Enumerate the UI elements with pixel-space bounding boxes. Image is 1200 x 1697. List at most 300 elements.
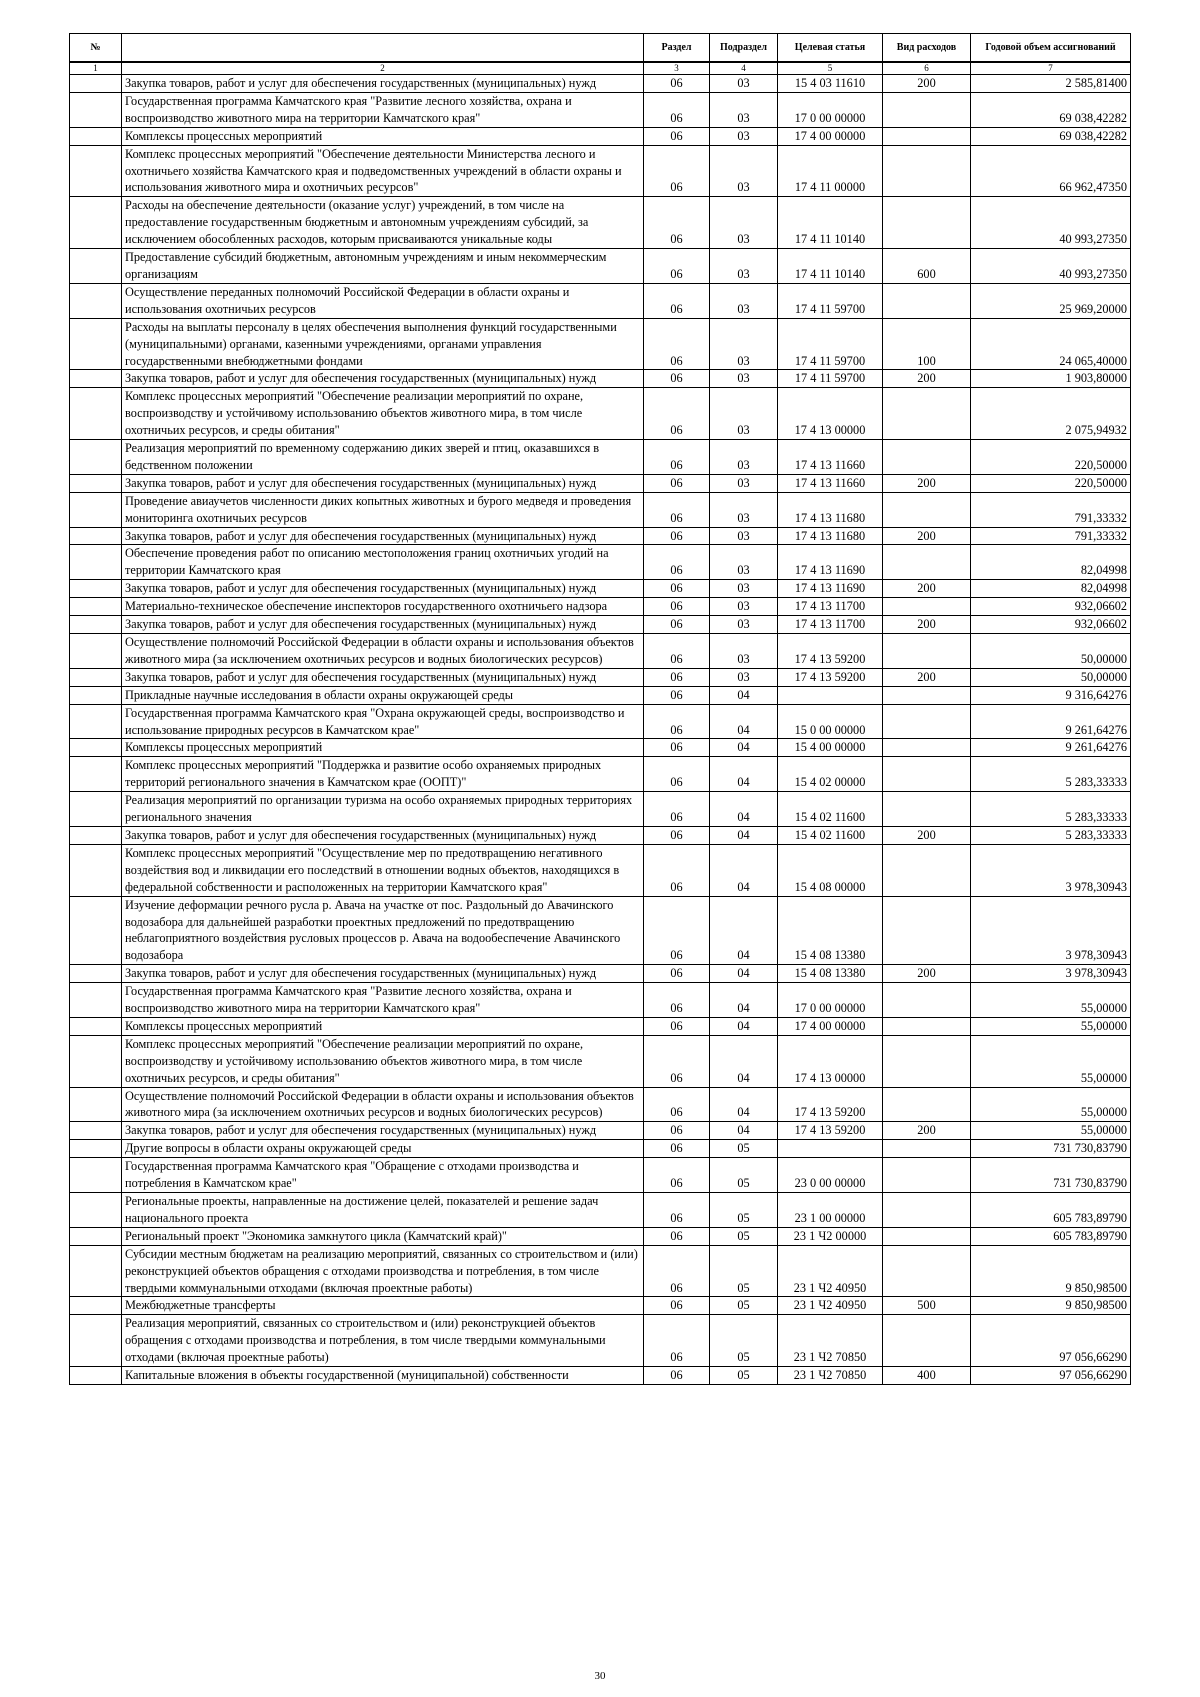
row-expense-type-cell: 200 <box>883 75 971 93</box>
row-number-cell <box>70 1367 122 1385</box>
row-podrazdel-cell: 03 <box>710 474 778 492</box>
table-row <box>70 127 1131 145</box>
table-row <box>70 527 1131 545</box>
row-number-cell <box>70 1315 122 1367</box>
column-number: 2 <box>122 62 644 75</box>
table-row <box>70 1367 1131 1385</box>
row-target-article-cell: 17 4 00 00000 <box>778 1017 883 1035</box>
row-razdel-cell: 06 <box>644 92 710 127</box>
table-row <box>70 1245 1131 1297</box>
row-amount-cell: 82,04998 <box>971 580 1131 598</box>
row-razdel-cell: 06 <box>644 792 710 827</box>
row-name-cell: Капитальные вложения в объекты государственной (муниципальной) собственности <box>122 1367 644 1385</box>
row-razdel-cell: 06 <box>644 704 710 739</box>
row-name-cell: Другие вопросы в области охраны окружающей среды <box>122 1140 644 1158</box>
table-row <box>70 1087 1131 1122</box>
row-number-cell <box>70 616 122 634</box>
row-razdel-cell: 06 <box>644 318 710 370</box>
row-podrazdel-cell: 04 <box>710 896 778 965</box>
row-target-article-cell: 23 1 Ч2 70850 <box>778 1315 883 1367</box>
row-podrazdel-cell: 04 <box>710 1122 778 1140</box>
table-row <box>70 757 1131 792</box>
row-expense-type-cell <box>883 844 971 896</box>
row-amount-cell: 605 783,89790 <box>971 1193 1131 1228</box>
row-number-cell <box>70 474 122 492</box>
row-target-article-cell: 15 4 02 00000 <box>778 757 883 792</box>
row-expense-type-cell <box>883 492 971 527</box>
table-row <box>70 370 1131 388</box>
row-amount-cell: 2 075,94932 <box>971 388 1131 440</box>
row-amount-cell: 731 730,83790 <box>971 1158 1131 1193</box>
row-number-cell <box>70 1297 122 1315</box>
row-target-article-cell: 17 4 13 59200 <box>778 668 883 686</box>
row-name-cell: Государственная программа Камчатского края "Обращение с отходами производства и потребления в Камчатском крае" <box>122 1158 644 1193</box>
row-name-cell: Закупка товаров, работ и услуг для обеспечения государственных (муниципальных) нужд <box>122 826 644 844</box>
row-podrazdel-cell: 03 <box>710 249 778 284</box>
row-target-article-cell: 23 1 Ч2 40950 <box>778 1245 883 1297</box>
row-expense-type-cell <box>883 92 971 127</box>
table-row <box>70 704 1131 739</box>
row-target-article-cell: 15 4 00 00000 <box>778 739 883 757</box>
row-expense-type-cell <box>883 197 971 249</box>
row-target-article-cell: 15 4 08 13380 <box>778 965 883 983</box>
row-name-cell: Закупка товаров, работ и услуг для обеспечения государственных (муниципальных) нужд <box>122 580 644 598</box>
row-number-cell <box>70 92 122 127</box>
table-row <box>70 440 1131 475</box>
row-podrazdel-cell: 03 <box>710 527 778 545</box>
row-razdel-cell: 06 <box>644 634 710 669</box>
row-number-cell <box>70 1035 122 1087</box>
row-name-cell: Осуществление переданных полномочий Российской Федерации в области охраны и использования охотничьих ресурсов <box>122 283 644 318</box>
row-razdel-cell: 06 <box>644 1035 710 1087</box>
row-razdel-cell: 06 <box>644 474 710 492</box>
row-podrazdel-cell: 04 <box>710 965 778 983</box>
table-row <box>70 739 1131 757</box>
row-razdel-cell: 06 <box>644 1367 710 1385</box>
row-target-article-cell: 17 4 11 59700 <box>778 283 883 318</box>
row-expense-type-cell <box>883 1158 971 1193</box>
row-amount-cell: 2 585,81400 <box>971 75 1131 93</box>
row-expense-type-cell <box>883 896 971 965</box>
row-amount-cell: 55,00000 <box>971 983 1131 1018</box>
column-number: 5 <box>778 62 883 75</box>
row-amount-cell: 9 261,64276 <box>971 739 1131 757</box>
header-number: № <box>70 34 122 63</box>
row-expense-type-cell: 200 <box>883 1122 971 1140</box>
row-target-article-cell: 15 4 02 11600 <box>778 826 883 844</box>
row-number-cell <box>70 686 122 704</box>
row-name-cell: Осуществление полномочий Российской Федерации в области охраны и использования объектов животного мира (за исключением охотничьих ресурсов и водных биологических ресурсов) <box>122 634 644 669</box>
row-razdel-cell: 06 <box>644 983 710 1018</box>
row-number-cell <box>70 757 122 792</box>
table-row <box>70 1122 1131 1140</box>
row-amount-cell: 55,00000 <box>971 1122 1131 1140</box>
row-number-cell <box>70 739 122 757</box>
header-razdel: Раздел <box>644 34 710 63</box>
row-podrazdel-cell: 04 <box>710 826 778 844</box>
table-row <box>70 598 1131 616</box>
row-podrazdel-cell: 05 <box>710 1193 778 1228</box>
row-amount-cell: 97 056,66290 <box>971 1315 1131 1367</box>
row-razdel-cell: 06 <box>644 686 710 704</box>
row-number-cell <box>70 1193 122 1228</box>
row-razdel-cell: 06 <box>644 1227 710 1245</box>
row-amount-cell: 1 903,80000 <box>971 370 1131 388</box>
row-razdel-cell: 06 <box>644 739 710 757</box>
row-expense-type-cell: 200 <box>883 826 971 844</box>
row-amount-cell: 9 316,64276 <box>971 686 1131 704</box>
row-expense-type-cell: 200 <box>883 965 971 983</box>
row-razdel-cell: 06 <box>644 1122 710 1140</box>
row-number-cell <box>70 634 122 669</box>
row-podrazdel-cell: 03 <box>710 75 778 93</box>
row-razdel-cell: 06 <box>644 145 710 197</box>
row-number-cell <box>70 145 122 197</box>
row-amount-cell: 3 978,30943 <box>971 965 1131 983</box>
row-name-cell: Реализация мероприятий, связанных со строительством и (или) реконструкцией объектов обращения с отходами производства и потребления, в том числе твердыми коммунальными отходами (включая проектные работы) <box>122 1315 644 1367</box>
row-name-cell: Субсидии местным бюджетам на реализацию мероприятий, связанных со строительством и (или) реконструкцией объектов обращения с отходами производства и потребления, в том числе твердыми коммунальными отходами (включая проектные работы) <box>122 1245 644 1297</box>
row-number-cell <box>70 1140 122 1158</box>
row-target-article-cell: 23 1 Ч2 70850 <box>778 1367 883 1385</box>
row-name-cell: Межбюджетные трансферты <box>122 1297 644 1315</box>
row-podrazdel-cell: 03 <box>710 92 778 127</box>
row-podrazdel-cell: 04 <box>710 983 778 1018</box>
table-row <box>70 826 1131 844</box>
row-name-cell: Государственная программа Камчатского края "Развитие лесного хозяйства, охрана и воспроизводство животного мира на территории Камчатского края" <box>122 92 644 127</box>
row-podrazdel-cell: 04 <box>710 739 778 757</box>
row-name-cell: Закупка товаров, работ и услуг для обеспечения государственных (муниципальных) нужд <box>122 965 644 983</box>
row-name-cell: Комплексы процессных мероприятий <box>122 1017 644 1035</box>
row-number-cell <box>70 704 122 739</box>
row-target-article-cell: 17 4 13 11660 <box>778 440 883 475</box>
row-target-article-cell: 15 4 02 11600 <box>778 792 883 827</box>
row-target-article-cell: 17 4 11 59700 <box>778 318 883 370</box>
row-number-cell <box>70 965 122 983</box>
row-target-article-cell: 15 4 08 13380 <box>778 896 883 965</box>
header-target-article: Целевая статья <box>778 34 883 63</box>
row-podrazdel-cell: 03 <box>710 545 778 580</box>
row-amount-cell: 9 850,98500 <box>971 1245 1131 1297</box>
row-number-cell <box>70 127 122 145</box>
row-number-cell <box>70 1245 122 1297</box>
table-row <box>70 75 1131 93</box>
header-name <box>122 34 644 63</box>
row-name-cell: Изучение деформации речного русла р. Авача на участке от пос. Раздольный до Авачинского водозабора для дальнейшей разработки проектных предложений по предотвращению неблагоприятного воздействия русловых процессов р. Авача на водообеспечение Авачинского водозабора <box>122 896 644 965</box>
header-expense-type: Вид расходов <box>883 34 971 63</box>
row-amount-cell: 791,33332 <box>971 492 1131 527</box>
row-razdel-cell: 06 <box>644 598 710 616</box>
row-razdel-cell: 06 <box>644 370 710 388</box>
row-expense-type-cell <box>883 634 971 669</box>
row-target-article-cell: 15 4 08 00000 <box>778 844 883 896</box>
row-amount-cell: 3 978,30943 <box>971 844 1131 896</box>
row-expense-type-cell <box>883 545 971 580</box>
row-name-cell: Комплекс процессных мероприятий "Обеспечение реализации мероприятий по охране, воспроизводству и устойчивому использованию объектов животного мира, в том числе охотничьих ресурсов, и среды обитания" <box>122 1035 644 1087</box>
row-number-cell <box>70 545 122 580</box>
row-name-cell: Обеспечение проведения работ по описанию местоположения границ охотничьих угодий на территории Камчатского края <box>122 545 644 580</box>
row-razdel-cell: 06 <box>644 1297 710 1315</box>
row-name-cell: Закупка товаров, работ и услуг для обеспечения государственных (муниципальных) нужд <box>122 370 644 388</box>
table-row <box>70 1297 1131 1315</box>
row-target-article-cell: 17 4 13 11690 <box>778 545 883 580</box>
row-amount-cell: 5 283,33333 <box>971 792 1131 827</box>
table-row <box>70 1158 1131 1193</box>
row-podrazdel-cell: 04 <box>710 686 778 704</box>
row-name-cell: Комплекс процессных мероприятий "Обеспечение деятельности Министерства лесного и охотничьего хозяйства Камчатского края и подведомственных учреждений в области охраны и использования животного мира и охотничьих ресурсов" <box>122 145 644 197</box>
row-name-cell: Комплекс процессных мероприятий "Обеспечение реализации мероприятий по охране, воспроизводству и устойчивому использованию объектов животного мира, в том числе охотничьих ресурсов, и среды обитания" <box>122 388 644 440</box>
row-razdel-cell: 06 <box>644 1140 710 1158</box>
row-amount-cell: 69 038,42282 <box>971 92 1131 127</box>
row-expense-type-cell <box>883 1245 971 1297</box>
table-row <box>70 283 1131 318</box>
table-row <box>70 318 1131 370</box>
row-podrazdel-cell: 05 <box>710 1297 778 1315</box>
row-podrazdel-cell: 03 <box>710 668 778 686</box>
row-number-cell <box>70 983 122 1018</box>
row-podrazdel-cell: 03 <box>710 283 778 318</box>
table-row <box>70 1227 1131 1245</box>
table-row <box>70 668 1131 686</box>
row-name-cell: Закупка товаров, работ и услуг для обеспечения государственных (муниципальных) нужд <box>122 527 644 545</box>
row-target-article-cell: 15 0 00 00000 <box>778 704 883 739</box>
row-name-cell: Осуществление полномочий Российской Федерации в области охраны и использования объектов животного мира (за исключением охотничьих ресурсов и водных биологических ресурсов) <box>122 1087 644 1122</box>
row-expense-type-cell <box>883 792 971 827</box>
table-body <box>70 75 1131 1385</box>
row-number-cell <box>70 826 122 844</box>
row-podrazdel-cell: 03 <box>710 127 778 145</box>
row-amount-cell: 605 783,89790 <box>971 1227 1131 1245</box>
row-number-cell <box>70 370 122 388</box>
row-razdel-cell: 06 <box>644 1315 710 1367</box>
row-amount-cell: 40 993,27350 <box>971 249 1131 284</box>
row-target-article-cell: 17 0 00 00000 <box>778 983 883 1018</box>
row-expense-type-cell <box>883 1227 971 1245</box>
table-row <box>70 844 1131 896</box>
row-number-cell <box>70 75 122 93</box>
table-row <box>70 1193 1131 1228</box>
row-number-cell <box>70 197 122 249</box>
row-target-article-cell: 17 4 13 00000 <box>778 388 883 440</box>
row-podrazdel-cell: 05 <box>710 1245 778 1297</box>
row-target-article-cell: 17 4 13 11680 <box>778 492 883 527</box>
row-podrazdel-cell: 03 <box>710 370 778 388</box>
row-name-cell: Расходы на выплаты персоналу в целях обеспечения выполнения функций государственными (муниципальными) органами, казенными учреждениями, органами управления государственными внебюджетными фондами <box>122 318 644 370</box>
row-podrazdel-cell: 05 <box>710 1367 778 1385</box>
row-razdel-cell: 06 <box>644 75 710 93</box>
table-row <box>70 896 1131 965</box>
page-number: 30 <box>594 1670 606 1682</box>
row-amount-cell: 24 065,40000 <box>971 318 1131 370</box>
row-name-cell: Комплексы процессных мероприятий <box>122 127 644 145</box>
row-expense-type-cell <box>883 1140 971 1158</box>
row-podrazdel-cell: 04 <box>710 1017 778 1035</box>
row-razdel-cell: 06 <box>644 896 710 965</box>
row-target-article-cell: 17 4 13 11700 <box>778 616 883 634</box>
row-name-cell: Комплекс процессных мероприятий "Осуществление мер по предотвращению негативного воздействия вод и ликвидации его последствий в отношении водных объектов, находящихся в федеральной собственности и расположенных на территории Камчатского края" <box>122 844 644 896</box>
row-podrazdel-cell: 03 <box>710 634 778 669</box>
row-target-article-cell: 23 1 Ч2 00000 <box>778 1227 883 1245</box>
row-name-cell: Расходы на обеспечение деятельности (оказание услуг) учреждений, в том числе на предоставление государственным бюджетным и автономным учреждениям субсидий, за исключением обособленных расходов, которым присваиваются уникальные коды <box>122 197 644 249</box>
row-expense-type-cell: 200 <box>883 527 971 545</box>
row-number-cell <box>70 896 122 965</box>
row-name-cell: Закупка товаров, работ и услуг для обеспечения государственных (муниципальных) нужд <box>122 75 644 93</box>
row-number-cell <box>70 283 122 318</box>
row-podrazdel-cell: 04 <box>710 844 778 896</box>
row-amount-cell: 5 283,33333 <box>971 826 1131 844</box>
row-number-cell <box>70 1017 122 1035</box>
row-razdel-cell: 06 <box>644 668 710 686</box>
row-name-cell: Реализация мероприятий по организации туризма на особо охраняемых природных территориях регионального значения <box>122 792 644 827</box>
row-razdel-cell: 06 <box>644 580 710 598</box>
row-expense-type-cell <box>883 1087 971 1122</box>
header-row <box>70 34 1131 63</box>
row-name-cell: Материально-техническое обеспечение инспекторов государственного охотничьего надзора <box>122 598 644 616</box>
row-podrazdel-cell: 04 <box>710 792 778 827</box>
row-expense-type-cell: 200 <box>883 370 971 388</box>
row-expense-type-cell <box>883 1193 971 1228</box>
table-row <box>70 1035 1131 1087</box>
row-target-article-cell: 17 4 13 11680 <box>778 527 883 545</box>
row-amount-cell: 50,00000 <box>971 634 1131 669</box>
budget-table <box>69 33 1131 1385</box>
row-razdel-cell: 06 <box>644 826 710 844</box>
row-podrazdel-cell: 04 <box>710 704 778 739</box>
column-number: 3 <box>644 62 710 75</box>
row-expense-type-cell: 600 <box>883 249 971 284</box>
row-razdel-cell: 06 <box>644 1017 710 1035</box>
column-number: 1 <box>70 62 122 75</box>
row-target-article-cell: 17 4 11 00000 <box>778 145 883 197</box>
row-razdel-cell: 06 <box>644 1087 710 1122</box>
row-podrazdel-cell: 03 <box>710 318 778 370</box>
row-podrazdel-cell: 04 <box>710 757 778 792</box>
row-name-cell: Закупка товаров, работ и услуг для обеспечения государственных (муниципальных) нужд <box>122 616 644 634</box>
row-amount-cell: 220,50000 <box>971 474 1131 492</box>
row-name-cell: Комплексы процессных мероприятий <box>122 739 644 757</box>
row-target-article-cell: 17 4 13 11660 <box>778 474 883 492</box>
row-number-cell <box>70 492 122 527</box>
row-podrazdel-cell: 05 <box>710 1158 778 1193</box>
table-row <box>70 965 1131 983</box>
row-expense-type-cell: 500 <box>883 1297 971 1315</box>
row-amount-cell: 69 038,42282 <box>971 127 1131 145</box>
row-target-article-cell: 17 4 13 59200 <box>778 634 883 669</box>
row-expense-type-cell <box>883 704 971 739</box>
column-number: 7 <box>971 62 1131 75</box>
row-razdel-cell: 06 <box>644 844 710 896</box>
column-number: 4 <box>710 62 778 75</box>
row-number-cell <box>70 668 122 686</box>
row-expense-type-cell <box>883 1017 971 1035</box>
row-razdel-cell: 06 <box>644 492 710 527</box>
row-expense-type-cell: 200 <box>883 616 971 634</box>
row-name-cell: Предоставление субсидий бюджетным, автономным учреждениям и иным некоммерческим организациям <box>122 249 644 284</box>
row-target-article-cell: 23 1 00 00000 <box>778 1193 883 1228</box>
row-target-article-cell <box>778 1140 883 1158</box>
row-podrazdel-cell: 03 <box>710 145 778 197</box>
row-amount-cell: 9 850,98500 <box>971 1297 1131 1315</box>
row-name-cell: Реализация мероприятий по временному содержанию диких зверей и птиц, оказавшихся в бедственном положении <box>122 440 644 475</box>
row-amount-cell: 9 261,64276 <box>971 704 1131 739</box>
row-razdel-cell: 06 <box>644 1158 710 1193</box>
row-number-cell <box>70 1087 122 1122</box>
row-amount-cell: 40 993,27350 <box>971 197 1131 249</box>
row-amount-cell: 82,04998 <box>971 545 1131 580</box>
row-number-cell <box>70 1158 122 1193</box>
row-amount-cell: 25 969,20000 <box>971 283 1131 318</box>
table-row <box>70 197 1131 249</box>
row-podrazdel-cell: 03 <box>710 388 778 440</box>
row-amount-cell: 3 978,30943 <box>971 896 1131 965</box>
row-podrazdel-cell: 03 <box>710 616 778 634</box>
row-amount-cell: 55,00000 <box>971 1035 1131 1087</box>
row-number-cell <box>70 792 122 827</box>
header-annual-amount: Годовой объем ассигнований <box>971 34 1131 63</box>
row-razdel-cell: 06 <box>644 527 710 545</box>
row-number-cell <box>70 844 122 896</box>
row-number-cell <box>70 249 122 284</box>
row-razdel-cell: 06 <box>644 757 710 792</box>
row-name-cell: Комплекс процессных мероприятий "Поддержка и развитие особо охраняемых природных территорий регионального значения в Камчатском крае (ООПТ)" <box>122 757 644 792</box>
row-amount-cell: 220,50000 <box>971 440 1131 475</box>
row-razdel-cell: 06 <box>644 1193 710 1228</box>
row-amount-cell: 66 962,47350 <box>971 145 1131 197</box>
row-expense-type-cell <box>883 983 971 1018</box>
table-row <box>70 686 1131 704</box>
table-row <box>70 92 1131 127</box>
row-expense-type-cell <box>883 127 971 145</box>
table-row <box>70 545 1131 580</box>
row-razdel-cell: 06 <box>644 283 710 318</box>
row-number-cell <box>70 1122 122 1140</box>
row-name-cell: Закупка товаров, работ и услуг для обеспечения государственных (муниципальных) нужд <box>122 668 644 686</box>
table-row <box>70 145 1131 197</box>
row-target-article-cell: 15 4 03 11610 <box>778 75 883 93</box>
row-podrazdel-cell: 03 <box>710 598 778 616</box>
table-row <box>70 634 1131 669</box>
row-podrazdel-cell: 03 <box>710 580 778 598</box>
row-expense-type-cell: 200 <box>883 580 971 598</box>
row-target-article-cell: 17 4 13 00000 <box>778 1035 883 1087</box>
row-number-cell <box>70 440 122 475</box>
row-number-cell <box>70 527 122 545</box>
row-expense-type-cell <box>883 686 971 704</box>
row-podrazdel-cell: 05 <box>710 1140 778 1158</box>
row-expense-type-cell <box>883 739 971 757</box>
row-name-cell: Проведение авиаучетов численности диких копытных животных и бурого медведя и проведения мониторинга охотничьих ресурсов <box>122 492 644 527</box>
row-expense-type-cell <box>883 1315 971 1367</box>
row-target-article-cell <box>778 686 883 704</box>
column-number: 6 <box>883 62 971 75</box>
row-number-cell <box>70 318 122 370</box>
row-target-article-cell: 17 4 11 10140 <box>778 249 883 284</box>
column-numbers-row <box>70 62 1131 75</box>
row-amount-cell: 97 056,66290 <box>971 1367 1131 1385</box>
row-expense-type-cell <box>883 757 971 792</box>
row-expense-type-cell: 200 <box>883 474 971 492</box>
row-amount-cell: 55,00000 <box>971 1087 1131 1122</box>
row-podrazdel-cell: 03 <box>710 440 778 475</box>
row-razdel-cell: 06 <box>644 1245 710 1297</box>
row-podrazdel-cell: 05 <box>710 1315 778 1367</box>
row-name-cell: Государственная программа Камчатского края "Развитие лесного хозяйства, охрана и воспроизводство животного мира на территории Камчатского края" <box>122 983 644 1018</box>
row-podrazdel-cell: 05 <box>710 1227 778 1245</box>
row-expense-type-cell <box>883 598 971 616</box>
row-target-article-cell: 17 4 11 59700 <box>778 370 883 388</box>
table-header <box>70 34 1131 75</box>
row-name-cell: Региональный проект "Экономика замкнутого цикла (Камчатский край)" <box>122 1227 644 1245</box>
row-name-cell: Прикладные научные исследования в области охраны окружающей среды <box>122 686 644 704</box>
